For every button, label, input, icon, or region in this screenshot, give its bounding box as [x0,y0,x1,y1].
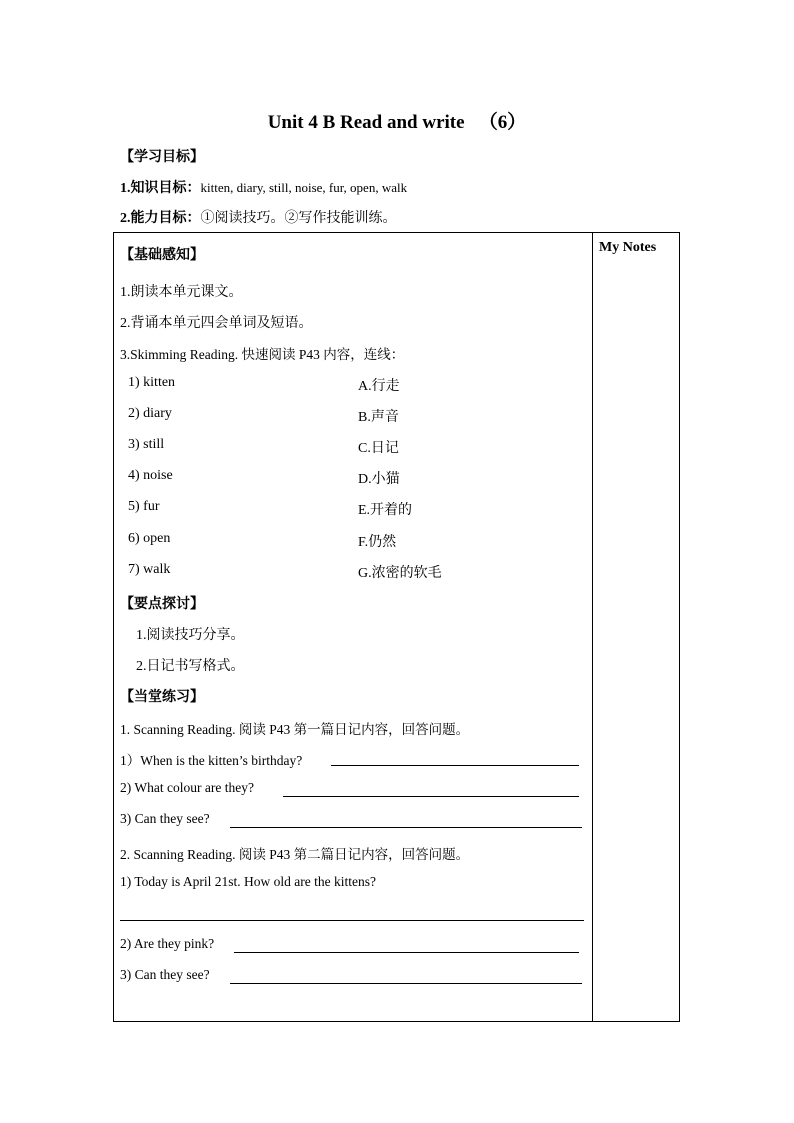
knowledge-objective-text: kitten, diary, still, noise, fur, open, walk [200,180,408,195]
match-meaning: D.小猫 [358,472,400,487]
ability-objective-label: 2.能力目标： [120,211,201,226]
answer-line[interactable] [283,796,579,797]
match-word: 6) open [128,531,171,546]
match-meaning: B.声音 [358,410,399,425]
basic-item-2: 2.背诵本单元四会单词及短语。 [120,316,313,331]
key-points-heading: 【要点探讨】 [120,597,204,612]
answer-line[interactable] [230,983,582,984]
match-word: 5) fur [128,499,160,514]
match-meaning: F.仍然 [358,535,397,550]
answer-line[interactable] [120,920,584,921]
knowledge-objective [120,177,407,197]
match-word: 1) kitten [128,375,176,390]
key-point-1: 1.阅读技巧分享。 [136,628,245,643]
basic-item-1: 1.朗读本单元课文。 [120,285,243,300]
answer-line[interactable] [230,827,582,828]
match-word: 3) still [128,437,165,452]
match-word: 7) walk [128,562,171,577]
question-1-2: 2) What colour are they? [120,780,254,795]
question-2-3: 3) Can they see? [120,967,210,982]
match-meaning: C.日记 [358,441,399,456]
match-meaning: A.行走 [358,379,400,394]
question-1-3: 3) Can they see? [120,811,210,826]
ability-objective-text: ①阅读技巧。②写作技能训练。 [200,211,397,226]
match-meaning: E.开着的 [358,503,413,518]
basic-heading: 【基础感知】 [120,248,204,263]
match-meaning: G.浓密的软毛 [358,566,442,581]
answer-line[interactable] [331,765,579,766]
page-title: Unit 4 B Read and write （6） [267,112,527,133]
question-2-2: 2) Are they pink? [120,936,215,951]
practice-task-1: 1. Scanning Reading. 阅读 P43 第一篇日记内容，回答问题。 [120,722,470,737]
notes-column-divider [592,232,593,1022]
knowledge-objective-label: 1.知识目标： [120,181,201,196]
my-notes-heading: My Notes [599,240,657,255]
practice-heading: 【当堂练习】 [120,690,204,705]
practice-task-2: 2. Scanning Reading. 阅读 P43 第二篇日记内容，回答问题。 [120,847,470,862]
basic-item-3: 3.Skimming Reading. 快速阅读 P43 内容，连线： [120,347,405,362]
question-2-1: 1) Today is April 21st. How old are the kittens? [120,874,377,889]
key-point-2: 2.日记书写格式。 [136,659,245,674]
match-word: 2) diary [128,406,172,421]
objectives-heading: 【学习目标】 [120,150,204,165]
question-1-1: 1）When is the kitten’s birthday? [120,753,303,768]
answer-line[interactable] [234,952,579,953]
match-word: 4) noise [128,468,173,483]
ability-objective [120,207,397,227]
